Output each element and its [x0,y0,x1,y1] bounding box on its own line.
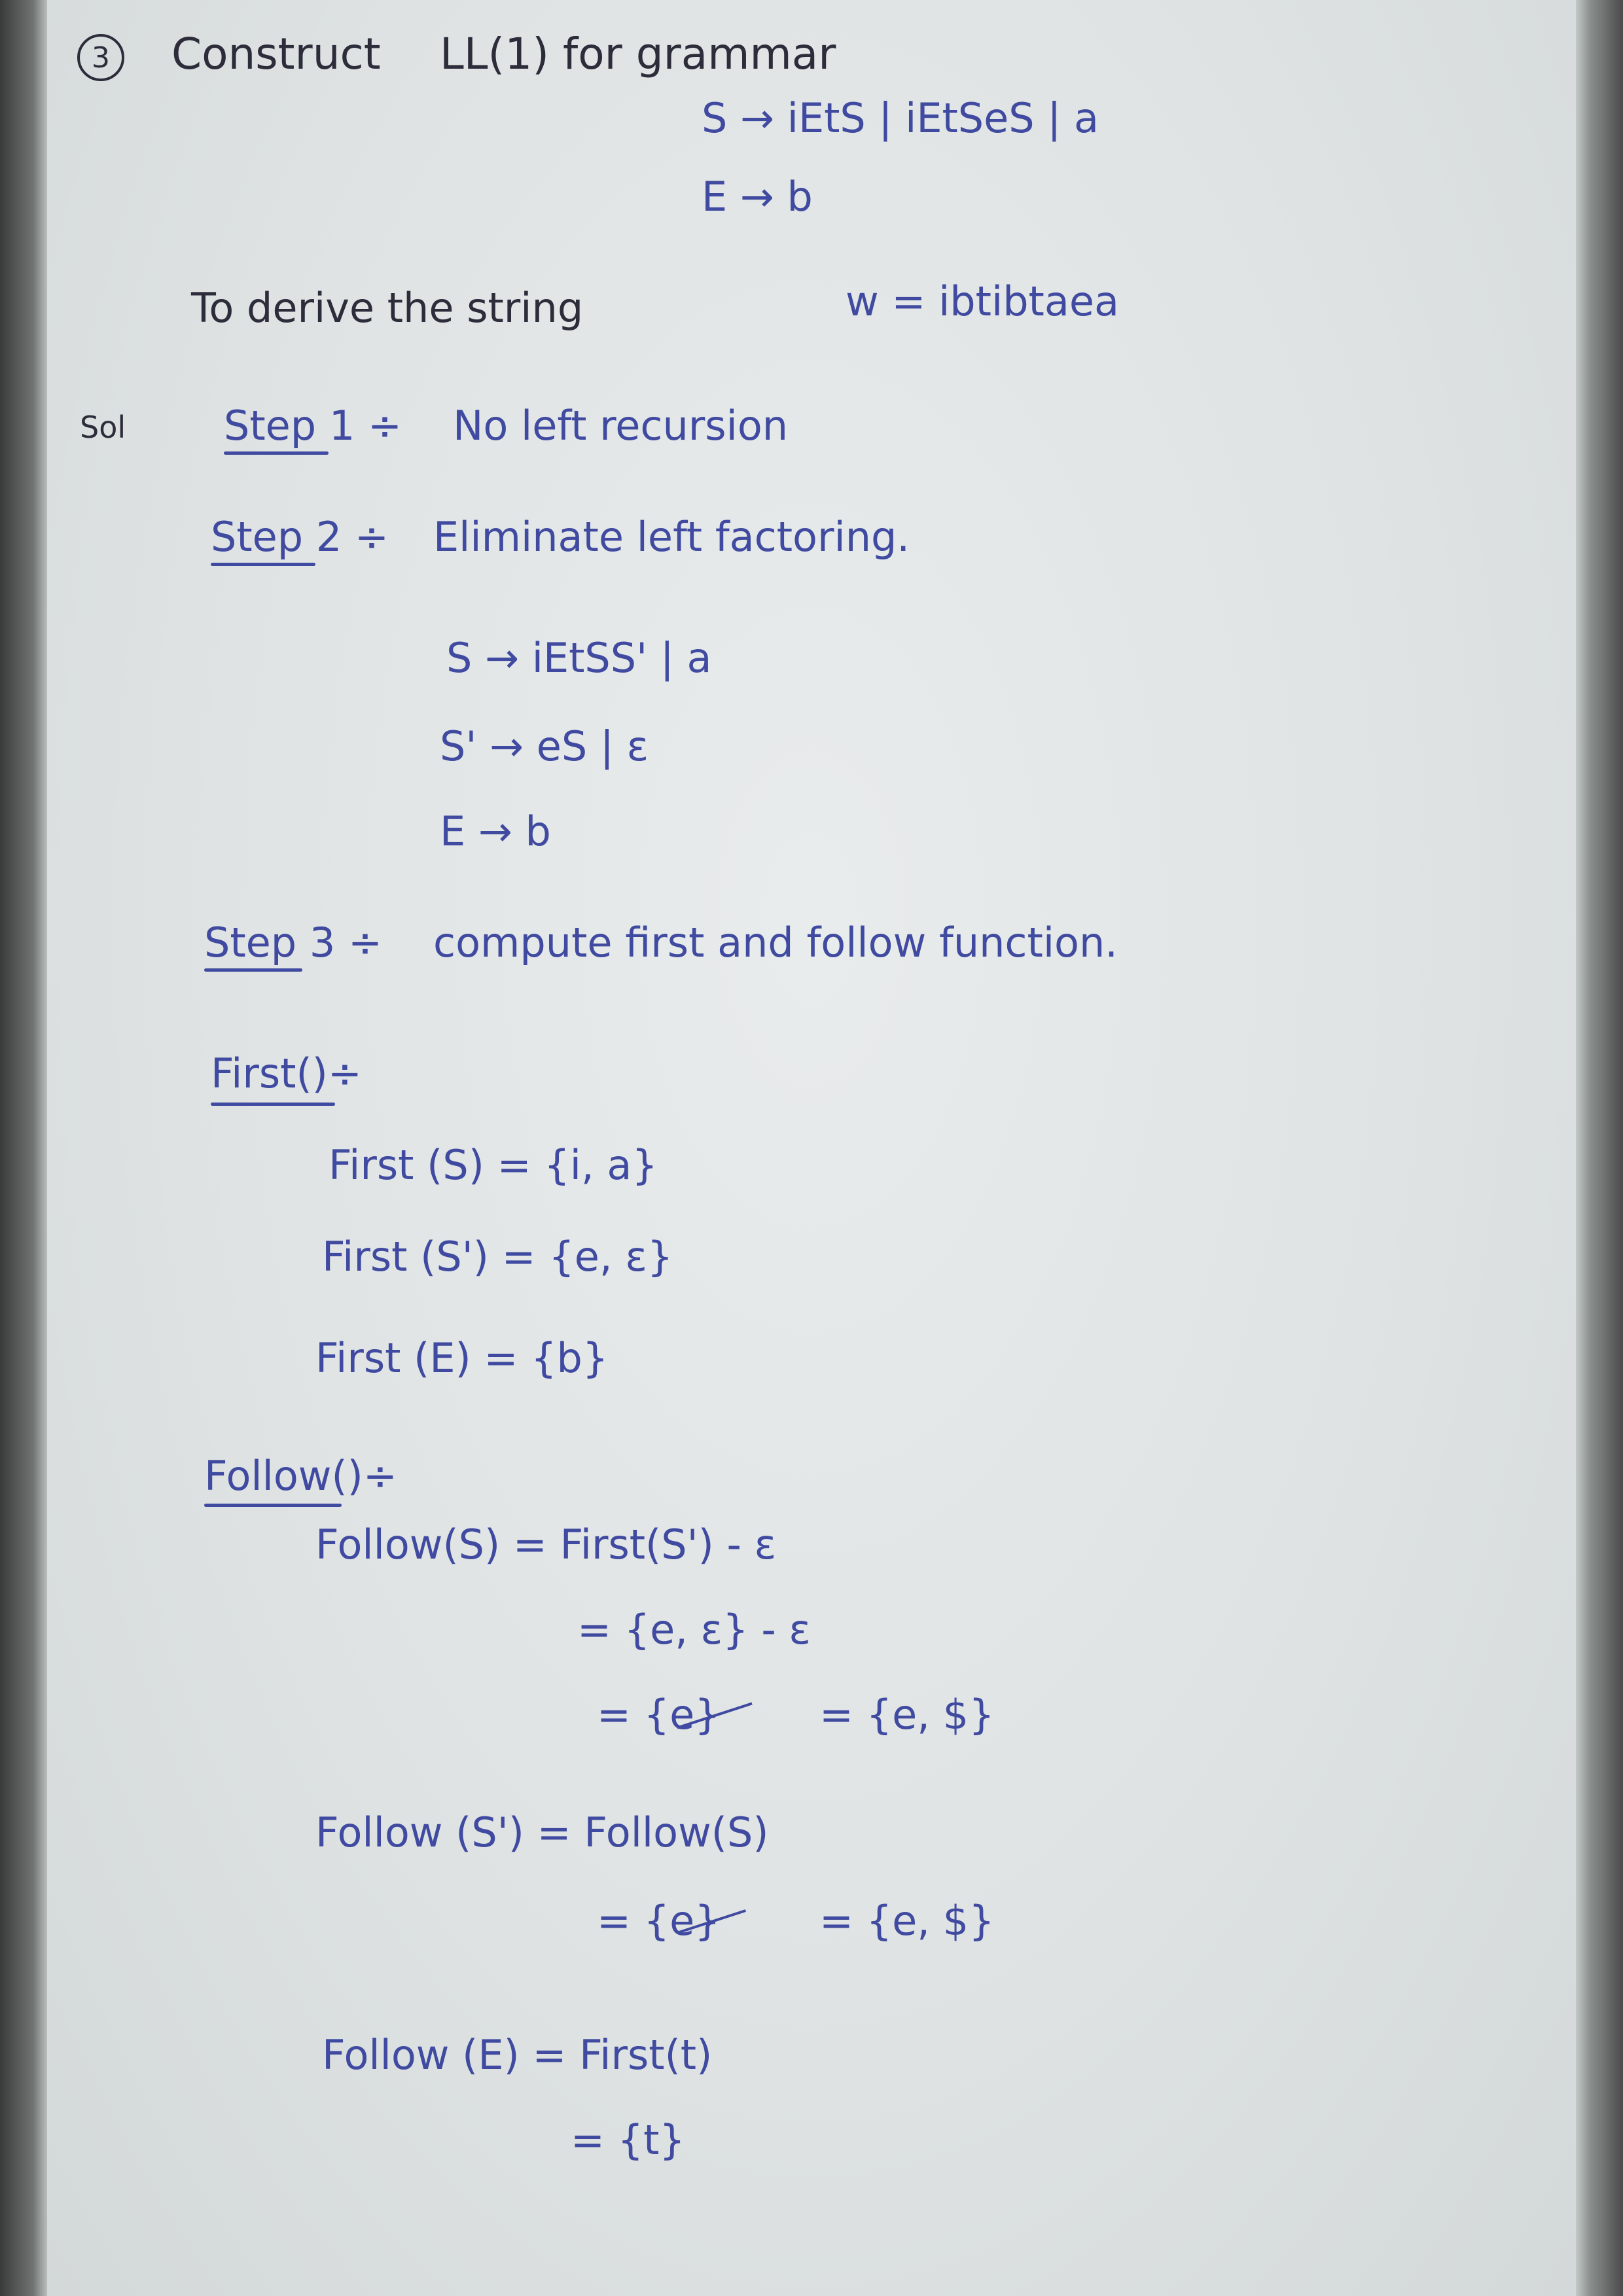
follow-s-line-1: Follow(S) = First(S') - ε [315,1521,777,1568]
photo-border-right [1576,0,1623,2296]
step-2-underline [211,563,315,566]
grammar-line-1: S → iEtS | iEtSeS | a [702,94,1099,142]
solution-label: Sol [80,410,126,445]
grammar-line-2: E → b [702,173,813,221]
follow-heading: Follow()÷ [204,1452,397,1500]
factored-grammar-line-2: S' → eS | ε [440,722,649,770]
step-3-underline [204,968,302,972]
question-number: 3 [92,41,110,75]
step-3-text: compute first and follow function. [433,919,1118,966]
first-row-s-prime: First (S') = {e, ε} [322,1233,673,1280]
question-title-rest: LL(1) for grammar [440,29,836,79]
follow-s-prime-line-1: Follow (S') = Follow(S) [315,1809,769,1856]
step-2-label: Step 2 ÷ [211,513,389,561]
follow-s-line-3: = {e} [597,1691,721,1739]
step-1-underline [224,451,329,455]
notebook-page [47,0,1576,2296]
first-heading-underline [211,1103,335,1106]
follow-s-line-2: = {e, ε} - ε [577,1606,811,1653]
follow-s-line-4: = {e, $} [819,1691,995,1739]
question-number-badge [77,34,124,81]
follow-e-line-2: = {t} [571,2116,685,2164]
question-title: Construct [171,29,381,79]
factored-grammar-line-3: E → b [440,807,551,855]
step-2-text: Eliminate left factoring. [433,513,910,561]
derive-label: To derive the string [191,284,584,332]
follow-heading-underline [204,1504,342,1507]
step-1-label: Step 1 ÷ [224,402,402,450]
target-string: w = ibtibtaea [846,277,1119,325]
step-3-label: Step 3 ÷ [204,919,382,966]
follow-s-prime-line-3: = {e, $} [819,1897,995,1945]
follow-s-prime-line-2: = {e} [597,1897,721,1945]
first-row-s: First (S) = {i, a} [329,1141,658,1189]
step-1-text: No left recursion [453,402,789,450]
follow-e-line-1: Follow (E) = First(t) [322,2031,713,2079]
first-row-e: First (E) = {b} [315,1334,609,1382]
factored-grammar-line-1: S → iEtSS' | a [446,634,712,682]
first-heading: First()÷ [211,1050,362,1097]
photo-border-left [0,0,47,2296]
